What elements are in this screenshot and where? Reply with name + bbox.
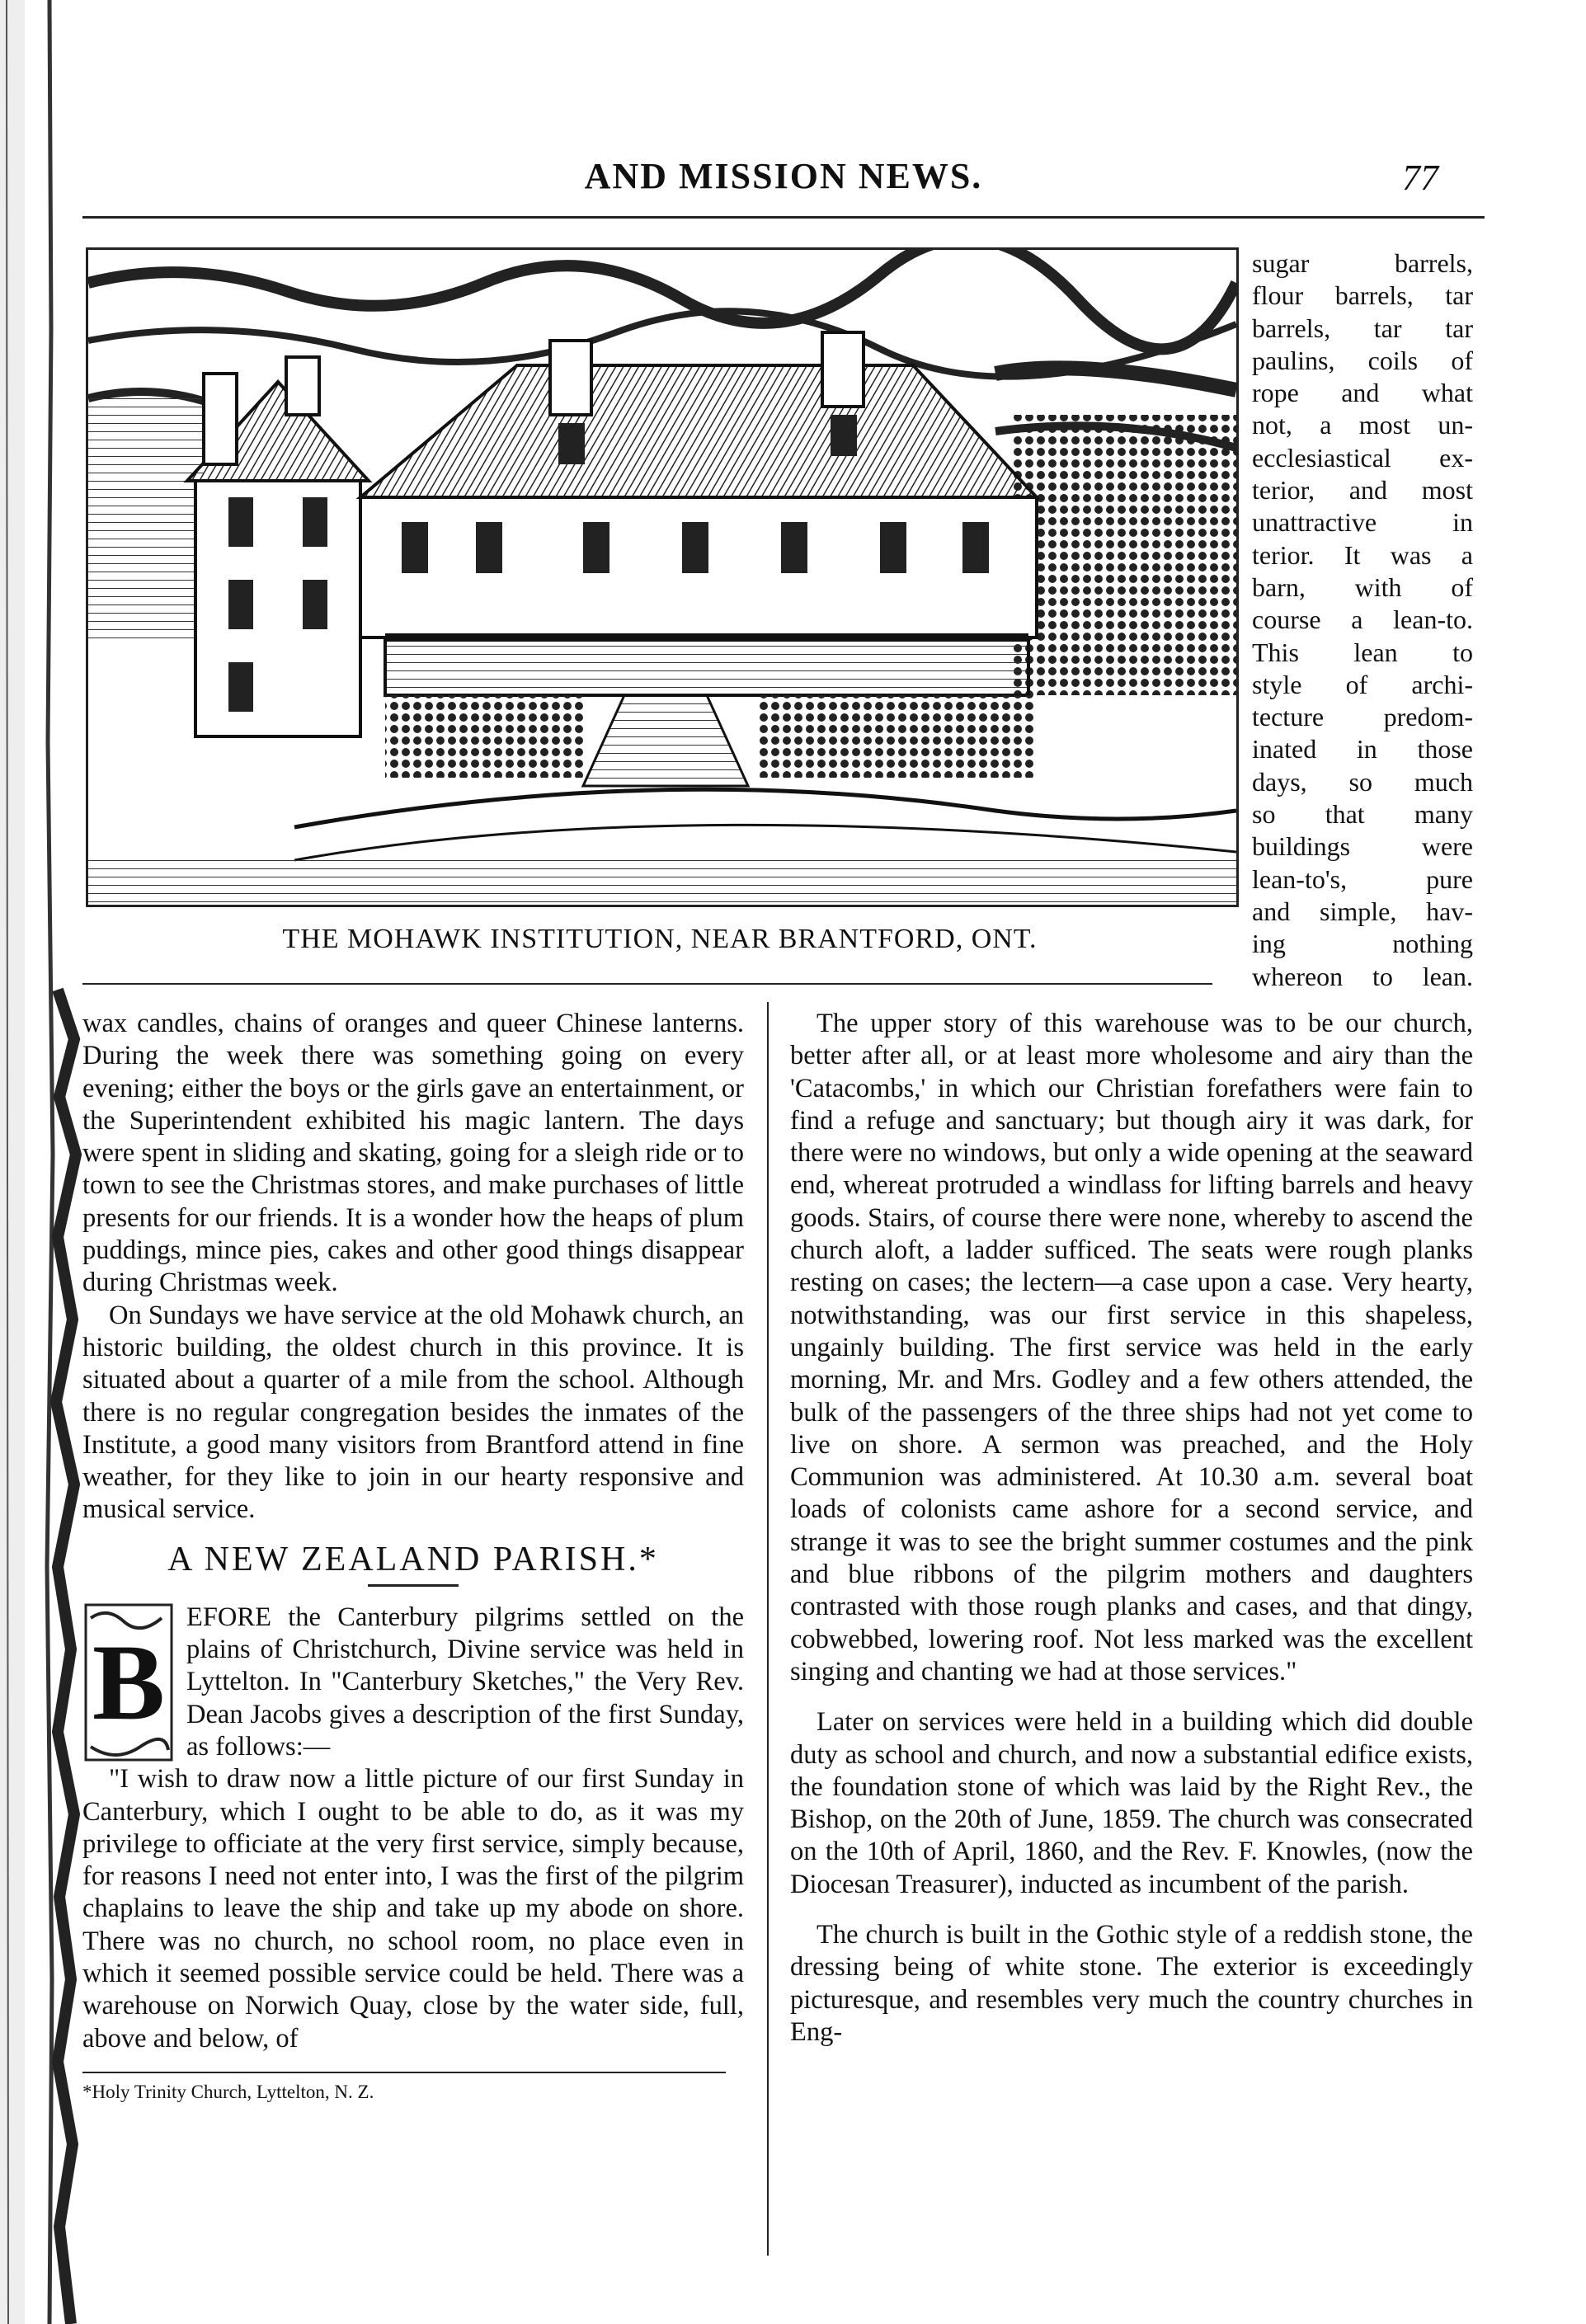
side-line: terior, and most: [1252, 475, 1473, 506]
page-binding-edge: [0, 0, 82, 2324]
mohawk-institution-engraving: [86, 247, 1239, 907]
side-line: style of archi-: [1252, 669, 1473, 699]
side-line: barn, with of: [1252, 572, 1473, 602]
title-rule: [368, 1584, 459, 1587]
side-line: days, so much: [1252, 766, 1473, 797]
side-line: so that many: [1252, 799, 1473, 830]
side-line: lean-to's, pure: [1252, 863, 1473, 894]
side-line: rope and what: [1252, 378, 1473, 408]
page-number: 77: [1402, 158, 1438, 198]
footnote: *Holy Trinity Church, Lyttelton, N. Z.: [82, 2081, 374, 2102]
side-line: flour barrels, tar: [1252, 280, 1473, 311]
section-title: A NEW ZEALAND PARISH.*: [167, 1540, 659, 1578]
right-column: [790, 1008, 1473, 2049]
side-line: This lean to: [1252, 637, 1473, 667]
paragraph: Later on services were held in a building which did double duty as school and church, and now a substantial edifice exists, the foundation stone of which was laid by the Right Rev., the Bishop, on the 20th of June, 1859. The church was consecrated on the 10th of April, 1860, and the Rev. F. Knowles, (now the Diocesan Treasurer), inducted as incumbent of the parish.: [790, 1707, 1473, 1899]
caption-rule: [82, 983, 1212, 985]
side-line: not, a most un-: [1252, 410, 1473, 440]
side-line: terior. It was a: [1252, 539, 1473, 570]
side-line: whereon to lean.: [1252, 961, 1473, 991]
drop-cap-letter: B: [92, 1621, 166, 1743]
side-line: inated in those: [1252, 734, 1473, 764]
ornamental-drop-cap-icon: [82, 1602, 175, 1763]
side-line: tecture predom-: [1252, 702, 1473, 732]
side-line: unattractive in: [1252, 507, 1473, 538]
side-line: paulins, coils of: [1252, 345, 1473, 375]
running-head: AND MISSION NEWS.: [584, 156, 983, 196]
paragraph: "I wish to draw now a little picture of our first Sunday in Canterbury, which I ought to be able to do, as it was my privilege to officiate at the very first service, simply because, for reasons I need not enter into, I was the first of the pilgrim chaplains to leave the ship and take up my abode on shore. There was no church, no school room, no place even in which it seemed possible service could be held. There was a warehouse on Norwich Quay, close by the water side, full, above and below, of: [82, 1764, 744, 2053]
paragraph: wax candles, chains of oranges and queer Chinese lanterns. During the week there was something going on every evening; either the boys or the girls gave an entertainment, or the Superintendent exhibited his magic lantern. The days were spent in sliding and skating, going for a sleigh ride or to town to see the Christmas stores, and make purchases of little presents for our friends. It is a wonder how the heaps of plum puddings, mince pies, cakes and other good things disappear during Christmas week.: [82, 1009, 744, 1298]
side-line: buildings were: [1252, 831, 1473, 862]
side-line: and simple, hav-: [1252, 896, 1473, 926]
footnote-rule: [82, 2072, 726, 2073]
paragraph: The church is built in the Gothic style of a reddish stone, the dressing being of white stone. The exterior is exceedingly picturesque, and resembles very much the country churches in Eng-: [790, 1920, 1473, 2047]
side-column: [1252, 247, 1473, 993]
side-line: course a lean-to.: [1252, 605, 1473, 635]
side-column-text: [1252, 247, 1473, 993]
header-rule: [82, 216, 1485, 219]
column-rule: [767, 1002, 769, 2256]
left-column: [82, 1008, 744, 2103]
side-line: ing nothing: [1252, 929, 1473, 959]
paragraph: On Sundays we have service at the old Mohawk church, an historic building, the oldest church in this province. It is situated about a quarter of a mile from the school. Although there is no regular congregation besides the inmates of the Institute, a good many visitors from Brantford attend in fine weather, for they like to join in our hearty responsive and musical service.: [82, 1300, 744, 1525]
illustration-caption: THE MOHAWK INSTITUTION, NEAR BRANTFORD, ONT.: [282, 924, 1038, 954]
side-line: barrels, tar tar: [1252, 313, 1473, 343]
paragraph: The upper story of this warehouse was to be our church, better after all, or at least more wholesome and airy than the 'Catacombs,' in which our Christian forefathers were fain to find a refuge and sanctuary; but though airy it was dark, for there were no windows, but only a wide opening at the seaward end, whereat protruded a windlass for lifting barrels and heavy goods. Stairs, of course there were none, whereby to ascend the church aloft, a ladder sufficed. The seats were rough planks resting on cases; the lectern—a case upon a case. Very hearty, notwithstanding, was our first service in this shapeless, ungainly building. The first service was held in the early morning, Mr. and Mrs. Godley and a few others attended, the bulk of the passengers of the three ships had not yet come to live on shore. A sermon was preached, and the Holy Communion was administered. At 10.30 a.m. several boat loads of colonists came ashore for a second service, and strange it was to see the bright summer costumes and the pink and blue ribbons of the pilgrim mothers and daughters contrasted with those rough planks and cases, and that dingy, cobwebbed, lowering roof. Not less marked was the excellent singing and chanting we had at those services.": [790, 1009, 1473, 1687]
side-line: sugar barrels,: [1252, 248, 1473, 278]
paragraph: EFORE the Canterbury pilgrims settled on the plains of Christchurch, Divine service was held in Lyttelton. In "Canterbury Sketches," the Very Rev. Dean Jacobs gives a description of the first Sunday, as follows:—: [186, 1602, 744, 1762]
side-line: ecclesiastical ex-: [1252, 442, 1473, 473]
building-engraving-icon: [88, 250, 1236, 905]
